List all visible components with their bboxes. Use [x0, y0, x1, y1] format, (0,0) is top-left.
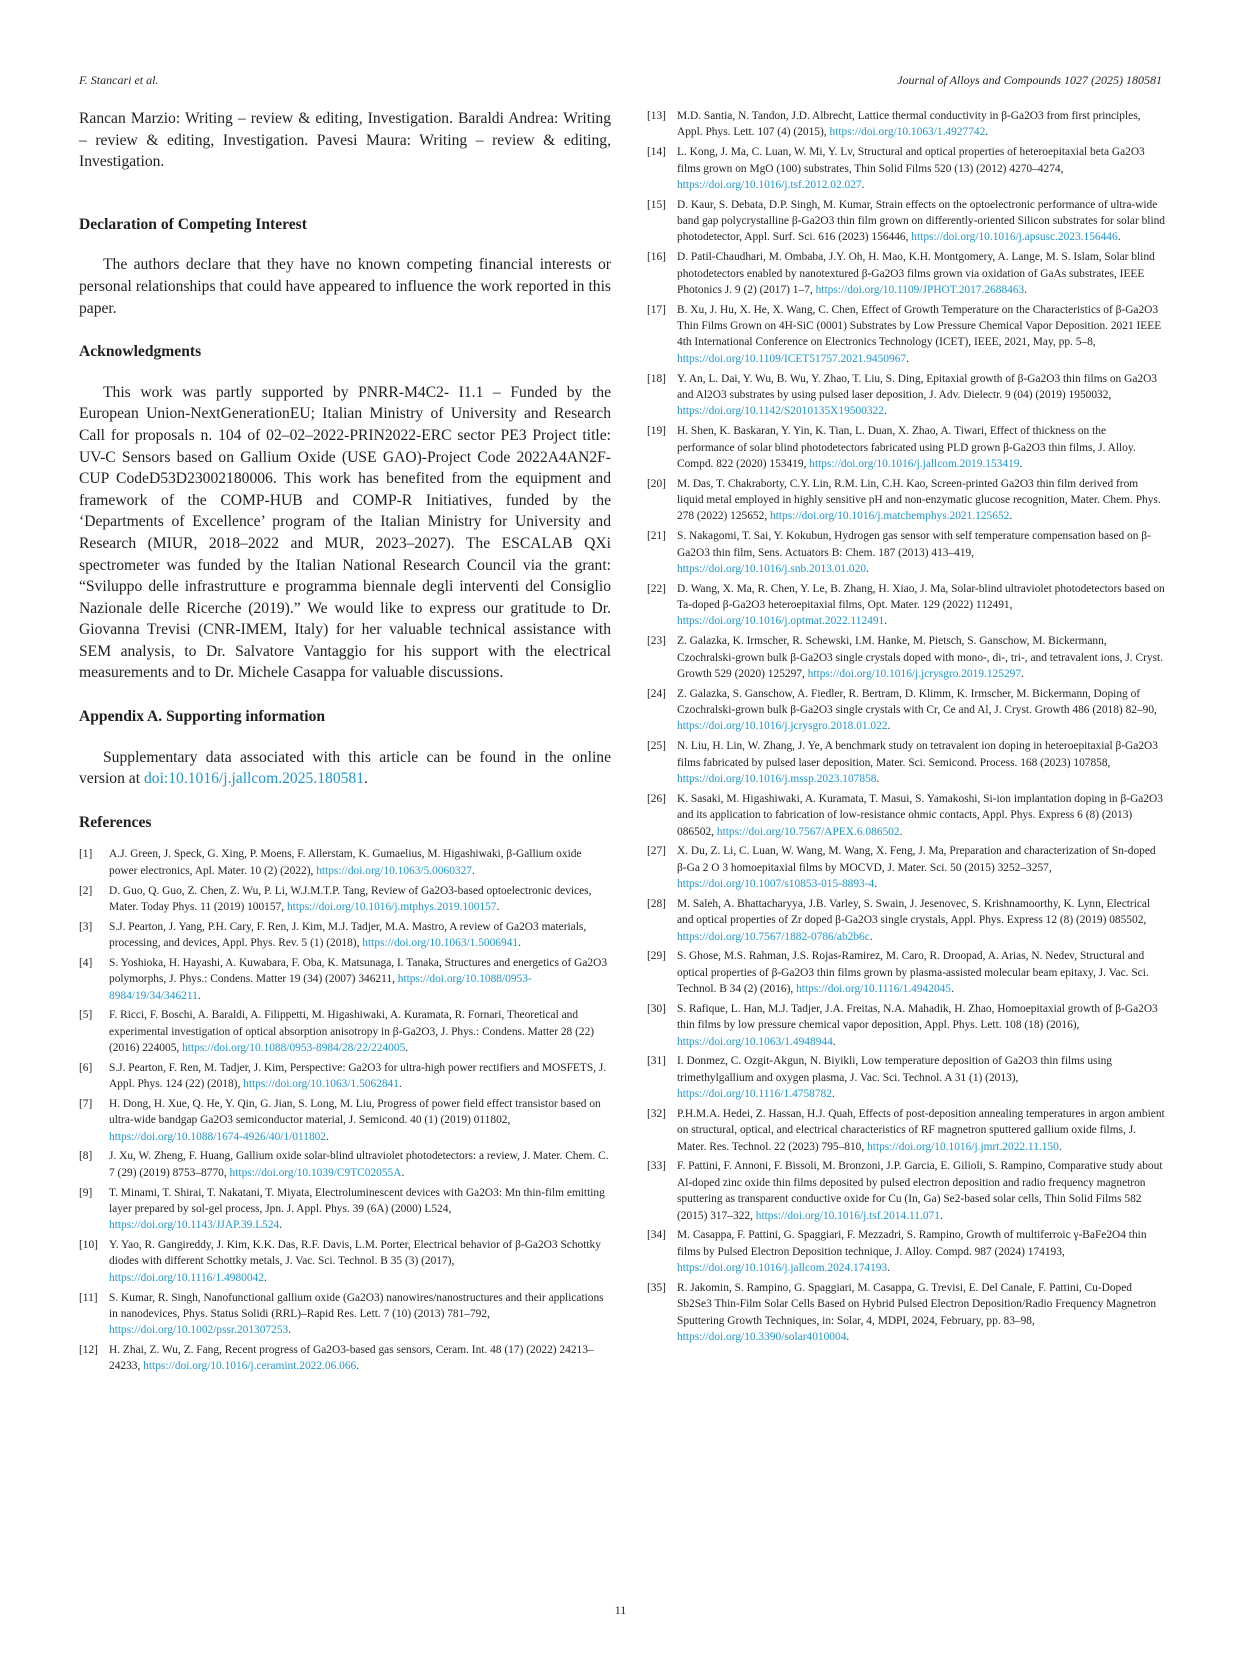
reference-text: [677, 843, 1165, 892]
reference-citation: M.D. Santia, N. Tandon, J.D. Albrecht, Lattice thermal conductivity in β-Ga2O3 from first principles, Appl. Phys. Lett. 107 (4) (2015),: [677, 110, 1141, 139]
reference-doi-link[interactable]: https://doi.org/10.1063/1.5006941: [362, 937, 519, 950]
reference-citation: H. Dong, H. Xue, Q. He, Y. Qin, G. Jian, S. Long, M. Liu, Progress of power field effect transistor based on ultra-wide bandgap Ga2O3 semiconductor material, J. Semicond. 40 (1) (2019) 011802,: [109, 1097, 601, 1127]
reference-item: [647, 948, 1165, 997]
running-header-journal: Journal of Alloys and Compounds 1027 (2025) 180581: [897, 73, 1162, 87]
reference-text: [109, 1060, 611, 1093]
reference-item: [647, 1001, 1165, 1050]
reference-number: [12]: [79, 1344, 98, 1357]
reference-item: [647, 1227, 1165, 1276]
reference-citation: D. Guo, Q. Guo, Z. Chen, Z. Wu, P. Li, W.J.M.T.P. Tang, Review of Ga2O3-based optoelectronic devices, Mater. Today Phys. 11 (2019) 100157,: [109, 884, 592, 913]
reference-text: [677, 371, 1165, 420]
reference-end: .: [1058, 1140, 1062, 1153]
reference-item: [647, 108, 1165, 141]
appendix-text-body: Supplementary data associated with this article can be found in the online version at: [79, 748, 611, 788]
reference-number: [25]: [647, 740, 666, 753]
reference-item: [647, 843, 1165, 892]
reference-doi-link[interactable]: https://doi.org/10.1116/1.4980042: [109, 1271, 264, 1284]
left-column: [79, 108, 611, 1378]
credit-statement: Rancan Marzio: Writing – review & editing, Investigation. Baraldi Andrea: Writing – review & editing, Investigation. Pavesi Maura: Writing – review & editing, Investigation.: [79, 110, 611, 171]
reference-number: [22]: [647, 582, 666, 595]
reference-number: [30]: [647, 1002, 666, 1015]
reference-doi-link[interactable]: https://doi.org/10.1063/1.4927742: [829, 126, 986, 139]
reference-item: [647, 1106, 1165, 1155]
reference-end: .: [405, 1042, 409, 1055]
reference-item: [79, 846, 611, 879]
reference-item: [647, 1280, 1165, 1346]
reference-doi-link[interactable]: https://doi.org/10.1007/s10853-015-8893-4: [677, 878, 875, 891]
reference-end: .: [866, 562, 869, 575]
reference-text: [109, 1290, 611, 1339]
reference-end: .: [1021, 667, 1024, 680]
reference-end: .: [832, 1035, 836, 1048]
reference-item: [647, 633, 1165, 682]
reference-doi-link[interactable]: https://doi.org/10.1109/ICET51757.2021.9450967: [677, 352, 907, 365]
reference-number: [23]: [647, 635, 666, 648]
reference-number: [7]: [79, 1097, 93, 1110]
reference-doi-link[interactable]: https://doi.org/10.1109/JPHOT.2017.2688463: [815, 283, 1025, 296]
reference-number: [29]: [647, 950, 666, 963]
reference-text: [677, 1158, 1165, 1224]
reference-citation: Z. Galazka, K. Irmscher, R. Schewski, I.M. Hanke, M. Pietsch, S. Ganschow, M. Bickermann, Czochralski-grown bulk β-Ga2O3 single crystals doped with mono-, di-, tri-, and tetravalent ions, J. Cryst. Growth 529 (2020) 125297,: [677, 635, 1164, 680]
reference-text: [677, 896, 1165, 945]
reference-citation: S.J. Pearton, F. Ren, M. Tadjer, J. Kim, Perspective: Ga2O3 for ultra-high power rectifiers and MOSFETS, J. Appl. Phys. 124 (22) (2018),: [109, 1061, 607, 1091]
reference-number: [35]: [647, 1281, 666, 1294]
reference-citation: N. Liu, H. Lin, W. Zhang, J. Ye, A benchmark study on tetravalent ion doping in heteroepitaxial β-Ga2O3 films fabricated by pulsed laser deposition, Mater. Sci. Semicond. Process. 168 (2023) 107858,: [677, 740, 1158, 769]
reference-doi-link[interactable]: https://doi.org/10.1063/1.4948944: [677, 1035, 833, 1048]
reference-citation: X. Du, Z. Li, C. Luan, W. Wang, M. Wang, X. Feng, J. Ma, Preparation and characterization of Sn-doped β-Ga 2 O 3 homoepitaxial films by MOCVD, J. Mater. Sci. 50 (2015) 3252–3257,: [677, 845, 1156, 874]
reference-number: [27]: [647, 845, 666, 858]
reference-citation: M. Saleh, A. Bhattacharyya, J.B. Varley, S. Swain, J. Jesenovec, S. Krishnamoorthy, K. Lynn, Electrical and optical properties of Zr doped β-Ga2O3 single crystals, Appl. Phys. Express 12 (8) (2019) 085502,: [677, 897, 1151, 927]
reference-doi-link[interactable]: https://doi.org/10.1088/0953-8984/19/34/346211: [109, 973, 532, 1002]
reference-item: [647, 738, 1165, 787]
reference-citation: S. Nakagomi, T. Sai, Y. Kokubun, Hydrogen gas sensor with self temperature compensation based on β-Ga2O3 thin film, Sens. Actuators B: Chem. 187 (2013) 413–419,: [677, 530, 1151, 559]
reference-end: .: [939, 1209, 943, 1222]
reference-item: [79, 1096, 611, 1145]
reference-end: .: [356, 1360, 360, 1373]
reference-number: [17]: [647, 303, 666, 316]
reference-text: [677, 1001, 1165, 1050]
reference-doi-link[interactable]: https://doi.org/10.1016/j.snb.2013.01.020: [677, 562, 867, 575]
reference-end: .: [472, 864, 475, 877]
reference-end: .: [846, 1330, 850, 1343]
reference-text: [677, 423, 1165, 472]
reference-end: .: [884, 615, 888, 628]
reference-number: [33]: [647, 1160, 666, 1173]
reference-end: .: [876, 773, 880, 785]
reference-number: [11]: [79, 1291, 98, 1304]
reference-text: [677, 1227, 1165, 1276]
reference-citation: I. Donmez, C. Ozgit-Akgun, N. Biyikli, Low temperature deposition of Ga2O3 thin films using trimethylgallium and oxygen plasma, J. Vac. Sci. Technol. A 31 (1) (2013),: [677, 1055, 1112, 1084]
reference-text: [677, 948, 1165, 997]
reference-item: [647, 371, 1165, 420]
reference-number: [10]: [79, 1239, 98, 1252]
reference-citation: S. Ghose, M.S. Rahman, J.S. Rojas-Ramirez, M. Caro, R. Droopad, A. Arias, N. Nedev, Structural and optical properties of β-Ga2O3 thin films grown by plasma-assisted molecular beam epitaxy, J. Vac. Sci. Technol. B 34 (2) (2016),: [677, 950, 1149, 996]
reference-end: .: [197, 989, 201, 1002]
reference-citation: F. Ricci, F. Boschi, A. Baraldi, A. Filippetti, M. Higashiwaki, A. Kuramata, R. Fornari, Theoretical and experimental investigation of optical absorption anisotropy in β-Ga2O3, J. Phys.: Condens. Matter 28 (22) (2016) 224005,: [109, 1009, 595, 1055]
reference-end: .: [398, 1078, 402, 1091]
reference-item: [647, 1158, 1165, 1224]
reference-item: [79, 1060, 611, 1093]
reference-text: [109, 1148, 611, 1181]
reference-end: .: [951, 983, 954, 996]
reference-end: .: [874, 878, 878, 891]
reference-end: .: [899, 825, 903, 838]
reference-end: .: [883, 405, 887, 418]
reference-item: [647, 249, 1165, 298]
reference-item: [647, 528, 1165, 577]
reference-end: .: [831, 1088, 835, 1101]
references-heading: References: [79, 813, 152, 831]
reference-end: .: [861, 178, 865, 191]
reference-text: [109, 1096, 611, 1145]
reference-item: [647, 423, 1165, 472]
reference-number: [21]: [647, 530, 666, 543]
appendix-doi-link[interactable]: doi:10.1016/j.jallcom.2025.180581: [143, 770, 365, 788]
reference-text: [677, 197, 1165, 246]
reference-citation: Y. An, L. Dai, Y. Wu, B. Wu, Y. Zhao, T. Liu, S. Ding, Epitaxial growth of β-Ga2O3 thin films on Ga2O3 and Al2O3 substrates by using pulsed laser deposition, J. Adv. Dielectr. 9 (04) (2019) 1950032,: [677, 372, 1157, 401]
reference-text: [677, 1106, 1165, 1155]
reference-text: [677, 108, 1165, 141]
reference-end: .: [1024, 283, 1028, 296]
reference-text: [109, 883, 611, 916]
reference-number: [5]: [79, 1009, 93, 1022]
reference-citation: Y. Yao, R. Gangireddy, J. Kim, K.K. Das, R.F. Davis, L.M. Porter, Electrical behavior of β-Ga2O3 Schottky diodes with different Schottky metals, J. Vac. Sci. Technol. B 35 (3) (2017),: [109, 1239, 601, 1268]
reference-citation: F. Pattini, F. Annoni, F. Bissoli, M. Bronzoni, J.P. Garcia, E. Gilioli, S. Rampino, Comparative study about Al-doped zinc oxide thin films deposited by pulsed electron deposition and radio frequency magnetron sputtering as transparent conductive oxide for Cu (In, Ga) Se2-based solar cells, Thin Solid Films 582 (2015) 317–322,: [677, 1160, 1163, 1222]
reference-end: .: [279, 1219, 283, 1232]
reference-doi-link[interactable]: https://doi.org/10.1143/JJAP.39.L524: [109, 1219, 280, 1232]
reference-number: [24]: [647, 687, 666, 700]
reference-end: .: [1009, 510, 1013, 523]
reference-end: .: [263, 1271, 267, 1284]
reference-item: [647, 302, 1165, 368]
reference-text: [109, 1342, 611, 1375]
reference-end: .: [326, 1130, 329, 1143]
reference-end: .: [518, 937, 521, 950]
reference-number: [28]: [647, 897, 666, 910]
reference-item: [647, 686, 1165, 735]
reference-citation: S. Yoshioka, H. Hayashi, A. Kuwabara, F. Oba, K. Matsunaga, I. Tanaka, Structures and energetics of Ga2O3 polymorphs, J. Phys.: Condens. Matter 19 (34) (2007) 346211,: [109, 956, 608, 986]
reference-text: [109, 846, 611, 879]
reference-text: [677, 633, 1165, 682]
reference-end: .: [869, 930, 873, 943]
reference-number: [4]: [79, 956, 93, 969]
reference-text: [677, 528, 1165, 577]
competing-interest-heading: Declaration of Competing Interest: [79, 215, 307, 233]
reference-doi-link[interactable]: https://doi.org/10.1016/j.mssp.2023.107858: [677, 773, 877, 785]
reference-citation: S. Rafique, L. Han, M.J. Tadjer, J.A. Freitas, N.A. Mahadik, H. Zhao, Homoepitaxial growth of β-Ga2O3 thin films by low pressure chemical vapor deposition, Appl. Phys. Lett. 108 (18) (2016),: [677, 1002, 1158, 1032]
reference-item: [79, 1290, 611, 1339]
reference-citation: R. Jakomin, S. Rampino, G. Spaggiari, M. Casappa, G. Trevisi, E. Del Canale, F. Pattini, Cu-Doped Sb2Se3 Thin-Film Solar Cells Based on Hybrid Pulsed Electron Deposition/Radio Frequency Magnetron Sputtering Growth Techniques, in: Solar, 4, MDPI, 2024, February, pp. 83–98,: [677, 1281, 1157, 1327]
reference-number: [15]: [647, 198, 666, 211]
reference-doi-link[interactable]: https://doi.org/10.1016/j.jmrt.2022.11.150: [867, 1140, 1059, 1153]
reference-number: [32]: [647, 1107, 666, 1120]
reference-item: [647, 896, 1165, 945]
reference-citation: H. Zhai, Z. Wu, Z. Fang, Recent progress of Ga2O3-based gas sensors, Ceram. Int. 48 (17) (2022) 24213–24233,: [109, 1344, 594, 1373]
reference-item: [79, 1007, 611, 1056]
reference-doi-link[interactable]: https://doi.org/10.1116/1.4942045: [796, 983, 952, 996]
reference-number: [34]: [647, 1229, 666, 1242]
reference-end: .: [985, 126, 989, 139]
reference-number: [31]: [647, 1055, 666, 1068]
reference-citation: B. Xu, J. Hu, X. He, X. Wang, C. Chen, Effect of Growth Temperature on the Characteristics of β-Ga2O3 Thin Films Grown on 4H-SiC (0001) Substrates by Low Pressure Chemical Vapor Deposition. 2021 IEEE 4th International Conference on Electronics Technology (ICET), IEEE, 2021, May, pp. 5–8,: [677, 303, 1162, 349]
acknowledgments-heading: Acknowledgments: [79, 343, 202, 361]
reference-number: [14]: [647, 146, 666, 159]
reference-number: [13]: [647, 110, 666, 122]
reference-doi-link[interactable]: https://doi.org/10.1016/j.tsf.2012.02.027: [677, 178, 862, 191]
reference-end: .: [1019, 457, 1023, 470]
running-header-authors: F. Stancari et al.: [79, 73, 159, 87]
reference-text: [109, 955, 611, 1004]
reference-end: .: [1117, 231, 1121, 244]
reference-citation: M. Das, T. Chakraborty, C.Y. Lin, R.M. Lin, C.H. Kao, Screen-printed Ga2O3 thin film derived from liquid metal employed in highly sensitive pH and non-enzymatic glucose recognition, Mater. Chem. Phys. 278 (2022) 125652,: [677, 477, 1161, 523]
reference-end: .: [906, 352, 909, 365]
reference-item: [79, 919, 611, 952]
reference-doi-link[interactable]: https://doi.org/10.1039/C9TC02055A: [229, 1166, 402, 1179]
reference-item: [79, 883, 611, 916]
competing-interest-text: The authors declare that they have no known competing financial interests or personal relationships that could have appeared to influence the work reported in this paper.: [79, 256, 611, 317]
reference-number: [6]: [79, 1061, 93, 1074]
reference-item: [647, 144, 1165, 193]
reference-text: [677, 581, 1165, 630]
appendix-heading: Appendix A. Supporting information: [79, 708, 326, 726]
reference-item: [647, 581, 1165, 630]
reference-text: [677, 791, 1165, 840]
reference-doi-link[interactable]: https://doi.org/10.1016/j.tsf.2014.11.071: [755, 1209, 940, 1222]
reference-doi-link[interactable]: https://doi.org/10.1016/j.matchemphys.2021.125652: [770, 510, 1010, 523]
reference-citation: S.J. Pearton, J. Yang, P.H. Cary, F. Ren, J. Kim, M.J. Tadjer, M.A. Mastro, A review of Ga2O3 materials, processing, and devices, Appl. Phys. Rev. 5 (1) (2018),: [109, 920, 587, 950]
reference-doi-link[interactable]: https://doi.org/10.1016/j.jcrysgro.2018.01.022: [677, 720, 888, 733]
reference-item: [79, 1148, 611, 1181]
reference-item: [79, 1237, 611, 1286]
reference-citation: L. Kong, J. Ma, C. Luan, W. Mi, Y. Lv, Structural and optical properties of heteroepitaxial beta Ga2O3 films grown on MgO (100) substrates, Thin Solid Films 520 (13) (2012) 4270–4274,: [677, 146, 1145, 175]
reference-number: [19]: [647, 425, 666, 438]
reference-doi-link[interactable]: https://doi.org/10.1063/5.0060327: [316, 864, 472, 877]
reference-item: [647, 197, 1165, 246]
reference-text: [677, 686, 1165, 735]
reference-citation: T. Minami, T. Shirai, T. Nakatani, T. Miyata, Electroluminescent devices with Ga2O3: Mn thin-film emitting layer prepared by sol-gel process, Jpn. J. Appl. Phys. 39 (6A) (2000) L524,: [109, 1186, 605, 1215]
reference-end: .: [496, 900, 500, 913]
reference-number: [26]: [647, 792, 666, 805]
reference-number: [9]: [79, 1186, 93, 1199]
reference-item: [79, 1342, 611, 1375]
reference-end: .: [288, 1324, 292, 1337]
reference-citation: P.H.M.A. Hedei, Z. Hassan, H.J. Quah, Effects of post-deposition annealing temperatures in argon ambient on structural, optical, and electrical characteristics of RF magnetron sputtered gallium oxide films, J. Mater. Res. Technol. 22 (2023) 795–810,: [677, 1107, 1165, 1153]
reference-number: [2]: [79, 884, 93, 897]
reference-citation: H. Shen, K. Baskaran, Y. Yin, K. Tian, L. Duan, X. Zhao, A. Tiwari, Effect of thickness on the performance of solar blind photodetectors fabricated using PLD grown β-Ga2O3 thin films, J. Alloy. Compd. 822 (2020) 153419,: [677, 425, 1136, 470]
reference-citation: D. Wang, X. Ma, R. Chen, Y. Le, B. Zhang, H. Xiao, J. Ma, Solar-blind ultraviolet photodetectors based on Ta-doped β-Ga2O3 heteroepitaxial films, Opt. Mater. 129 (2022) 112491,: [677, 582, 1165, 612]
reference-doi-link[interactable]: https://doi.org/10.1002/pssr.201307253: [109, 1324, 289, 1337]
reference-doi-link[interactable]: https://doi.org/10.1116/1.4758782: [677, 1088, 832, 1101]
reference-doi-link[interactable]: https://doi.org/10.7567/1882-0786/ab2b6c: [677, 930, 870, 943]
reference-citation: K. Sasaki, M. Higashiwaki, A. Kuramata, T. Masui, S. Yamakoshi, Si-ion implantation doping in β-Ga2O3 and its application to fabrication of low-resistance ohmic contacts, Appl. Phys. Express 6 (8) (2013) 086502,: [677, 792, 1163, 838]
reference-doi-link[interactable]: https://doi.org/10.7567/APEX.6.086502: [716, 825, 900, 838]
reference-item: [79, 1185, 611, 1234]
reference-item: [647, 476, 1165, 525]
reference-text: [109, 1237, 611, 1286]
reference-doi-link[interactable]: https://doi.org/10.1088/0953-8984/28/22/224005: [182, 1042, 406, 1055]
reference-citation: A.J. Green, J. Speck, G. Xing, P. Moens, F. Allerstam, K. Gumaelius, M. Higashiwaki, β-Gallium oxide power electronics, Apl. Mater. 10 (2) (2022),: [109, 848, 582, 877]
reference-number: [8]: [79, 1150, 93, 1163]
reference-text: [677, 476, 1165, 525]
reference-doi-link[interactable]: https://doi.org/10.1088/1674-4926/40/1/011802: [109, 1130, 327, 1143]
reference-doi-link[interactable]: https://doi.org/10.1016/j.mtphys.2019.100157: [286, 900, 497, 913]
reference-number: [20]: [647, 477, 666, 490]
appendix-text: [79, 747, 611, 790]
reference-text: [677, 738, 1165, 787]
reference-doi-link[interactable]: https://doi.org/10.1016/j.jcrysgro.2019.125297: [807, 667, 1022, 680]
reference-item: [647, 1053, 1165, 1102]
reference-item: [647, 791, 1165, 840]
reference-citation: J. Xu, W. Zheng, F. Huang, Gallium oxide solar-blind ultraviolet photodetectors: a review, J. Mater. Chem. C. 7 (29) (2019) 8753–8770,: [109, 1150, 609, 1179]
page-number: 11: [614, 1603, 627, 1617]
reference-text: [109, 1007, 611, 1056]
reference-doi-link[interactable]: https://doi.org/10.1063/1.5062841: [243, 1078, 399, 1091]
reference-end: .: [401, 1166, 405, 1179]
reference-text: [677, 302, 1165, 368]
reference-doi-link[interactable]: https://doi.org/10.1016/j.optmat.2022.112491: [677, 615, 885, 628]
reference-doi-link[interactable]: https://doi.org/10.1016/j.jallcom.2019.153419: [809, 457, 1020, 470]
reference-text: [677, 144, 1165, 193]
reference-list-right: [647, 108, 1165, 1345]
reference-doi-link[interactable]: https://doi.org/10.1016/j.ceramint.2022.06.066: [143, 1360, 357, 1373]
reference-number: [18]: [647, 372, 666, 385]
reference-text: [109, 919, 611, 952]
reference-end: .: [887, 1262, 891, 1275]
reference-doi-link[interactable]: https://doi.org/10.3390/solar4010004: [677, 1330, 847, 1343]
reference-item: [79, 955, 611, 1004]
reference-citation: S. Kumar, R. Singh, Nanofunctional gallium oxide (Ga2O3) nanowires/nanostructures and their applications in nanodevices, Phys. Status Solidi (RRL)–Rapid Res. Lett. 7 (10) (2013) 781–792,: [109, 1291, 604, 1320]
reference-text: [677, 249, 1165, 298]
acknowledgments-text: This work was partly supported by PNRR-M4C2- I1.1 – Funded by the European Union-NextGenerationEU; Italian Ministry of University and Research Call for proposals n. 104 of 02–02–2022-PRIN2022-ERC sector PE3 Project title: UV-C Sensors based on Gallium Oxide (USE GAO)-Project Code 2022A4AN2F-CUP CodeD53D23002180006. This work has benefited from the equipment and framework of the COMP-HUB and COMP-R Initiatives, funded by the ‘Departments of Excellence’ program of the Italian Ministry for University and Research (MIUR, 2018–2022 and MUR, 2023–2027). The ESCALAB QXi spectrometer was funded by the Italian National Research Council via the grant: “Sviluppo delle infrastrutture e programma biennale degli interventi del Consiglio Nazionale delle Ricerche (2019).” We would like to express our gratitude to Dr. Giovanna Trevisi (CNR-IMEM, Italy) for her valuable technical assistance with SEM analysis, to Dr. Salvatore Vantaggio for his support with the electrical measurements and to Dr. Michele Casappa for valuable discussions.: [79, 383, 611, 682]
reference-end: .: [887, 720, 891, 733]
reference-citation: D. Kaur, S. Debata, D.P. Singh, M. Kumar, Strain effects on the optoelectronic performance of ultra-wide band gap polycrystalline β-Ga2O3 thin film grown on differently-oriented Silicon substrates for solar blind photodetector, Appl. Surf. Sci. 616 (2023) 156446,: [677, 198, 1166, 244]
reference-text: [677, 1053, 1165, 1102]
right-column: [647, 108, 1165, 1349]
reference-doi-link[interactable]: https://doi.org/10.1016/j.jallcom.2024.174193: [677, 1262, 888, 1275]
reference-doi-link[interactable]: https://doi.org/10.1016/j.apsusc.2023.156446: [911, 231, 1118, 244]
reference-text: [677, 1280, 1165, 1346]
reference-citation: D. Patil-Chaudhari, M. Ombaba, J.Y. Oh, H. Mao, K.H. Montgomery, A. Lange, M. S. Islam, Solar blind photodetectors enabled by nanotextured β-Ga2O3 films grown via oxidation of GaAs substrates, IEEE Photonics J. 9 (2) (2017) 1–7,: [677, 251, 1155, 296]
reference-number: [1]: [79, 848, 93, 861]
reference-citation: M. Casappa, F. Pattini, G. Spaggiari, F. Mezzadri, S. Rampino, Growth of multiferroic γ-BaFe2O4 thin films by Pulsed Electron Deposition technique, J. Alloy. Compd. 987 (2024) 174193,: [677, 1229, 1147, 1258]
reference-number: [3]: [79, 920, 93, 933]
reference-list-left: [79, 846, 611, 1374]
reference-doi-link[interactable]: https://doi.org/10.1142/S2010135X19500322: [677, 405, 884, 418]
reference-citation: Z. Galazka, S. Ganschow, A. Fiedler, R. Bertram, D. Klimm, K. Irmscher, M. Bickermann, Doping of Czochralski-grown bulk β-Ga2O3 single crystals with Cr, Ce and Al, J. Cryst. Growth 486 (2018) 82–90,: [677, 687, 1157, 717]
reference-text: [109, 1185, 611, 1234]
appendix-text-end: .: [364, 770, 368, 788]
reference-number: [16]: [647, 251, 666, 264]
